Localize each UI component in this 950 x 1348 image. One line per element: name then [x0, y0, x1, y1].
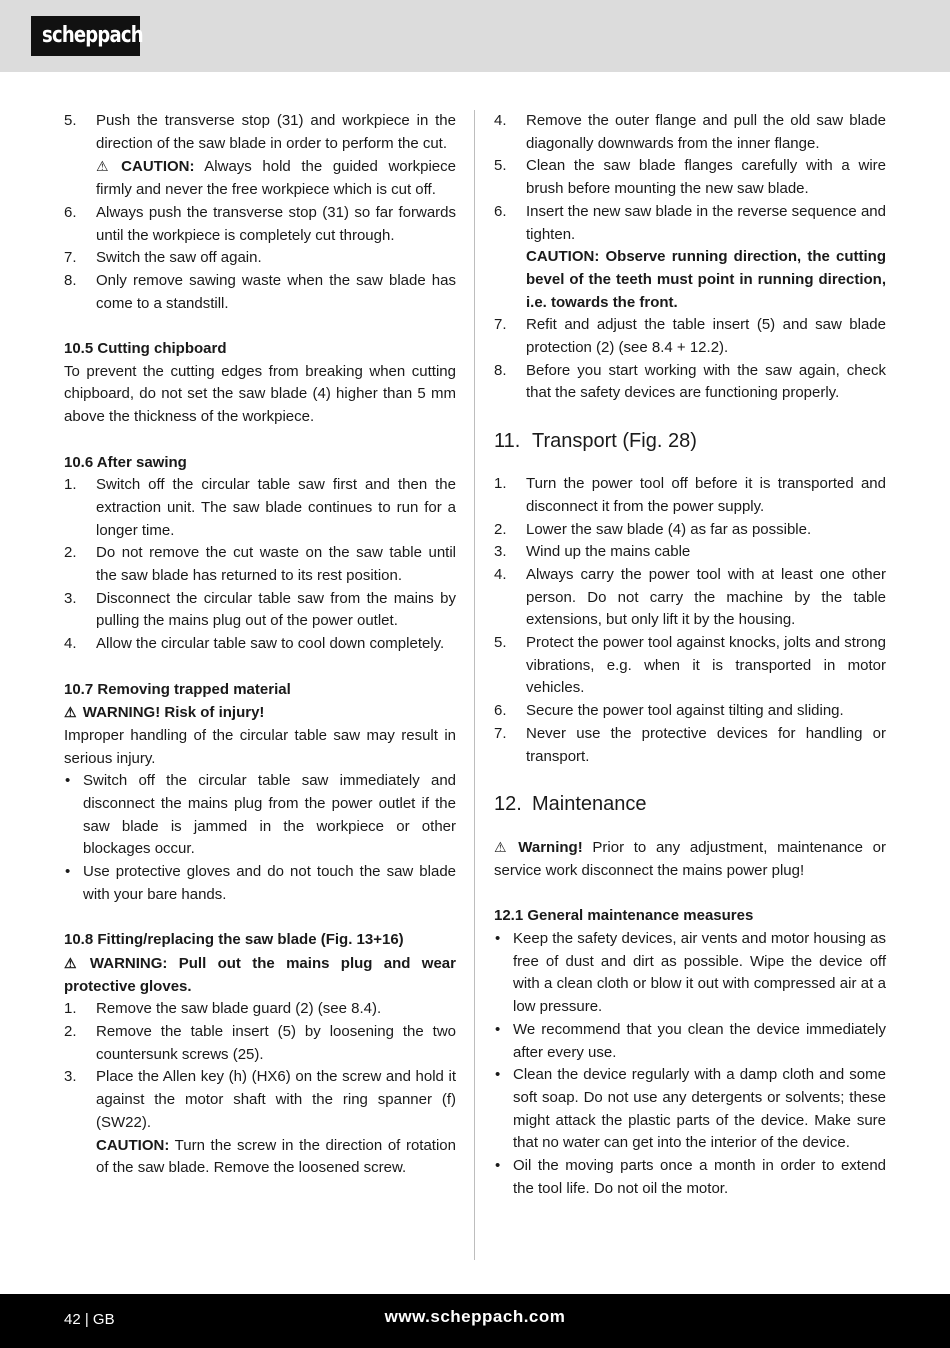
transport-list	[494, 473, 886, 768]
list-item: 1. Remove the saw blade guard (2) (see 8.4).	[64, 1000, 382, 1018]
list-item: • Switch off the circular table saw immediately and disconnect the mains plug from the power outlet if the saw blade is jammed in the workpiece or other blockages occur.	[65, 772, 456, 858]
warning-triangle-icon: ⚠	[494, 839, 507, 856]
list-item: 6. Secure the power tool against tilting and sliding.	[494, 702, 844, 720]
column-divider	[474, 110, 475, 1260]
chapter-heading-transport: 11. Transport (Fig. 28)	[494, 430, 697, 453]
section-title: 10.6 After sawing	[64, 453, 187, 471]
after-sawing-list	[64, 474, 456, 656]
section-title: 12.1 General maintenance measures	[494, 907, 754, 925]
website-url: www.scheppach.com	[384, 1307, 566, 1326]
section-title: 10.7 Removing trapped material	[64, 680, 291, 698]
list-item: 7. Switch the saw off again.	[64, 249, 262, 267]
list-item: 2. Lower the saw blade (4) as far as possible.	[494, 520, 812, 538]
paragraph: Improper handling of the circular table saw may result in serious injury.	[64, 726, 456, 767]
paragraph: To prevent the cutting edges from breaking when cutting chipboard, do not set the saw blade (4) higher than 5 mm above the thickness of the workpiece.	[64, 362, 456, 426]
warning-triangle-icon: ⚠	[64, 704, 77, 721]
trapped-material-bullets	[64, 770, 456, 906]
list-item: • Keep the safety devices, air vents and motor housing as free of dust and dirt as possible. Wipe the device off with a clean cloth or blow it out with compressed air at a low pressure.	[495, 930, 886, 1016]
saw-blade-steps-cont-list	[494, 110, 886, 405]
list-item: 6. Always push the transverse stop (31) so far forwards until the workpiece is completely cut through.	[64, 203, 456, 244]
list-item: 1. Switch off the circular table saw first and then the extraction unit. The saw blade continues to run for a longer time.	[64, 476, 456, 539]
list-item: 5. Protect the power tool against knocks, jolts and strong vibrations, e.g. when it is transported in motor vehicles.	[494, 634, 886, 697]
maintenance-bullets	[494, 928, 886, 1200]
list-item: 3. Disconnect the circular table saw from the mains by pulling the mains plug out of the power outlet.	[64, 589, 456, 630]
list-item: • Use protective gloves and do not touch the saw blade with your bare hands.	[65, 863, 456, 903]
right-column	[494, 110, 886, 1201]
list-item: 4. Always carry the power tool with at least one other person. Do not carry the machine by the table extensions, but only lift it by the housing.	[494, 565, 886, 629]
list-item: 7. Refit and adjust the table insert (5) and saw blade protection (2) (see 8.4 + 12.2).	[494, 316, 886, 357]
cutting-steps-list	[64, 110, 456, 315]
list-item: • Oil the moving parts once a month in order to extend the tool life. Do not oil the motor.	[495, 1157, 886, 1197]
maintenance-warning: ⚠ Warning! Prior to any adjustment, maintenance or service work disconnect the mains power plug!	[494, 836, 886, 882]
list-item: 2. Do not remove the cut waste on the saw table until the saw blade has returned to its rest position.	[64, 544, 456, 585]
saw-blade-steps-list	[64, 998, 456, 1180]
list-item: 3. Wind up the mains cable	[494, 543, 691, 561]
chapter-heading-maintenance: 12. Maintenance	[494, 793, 647, 816]
list-item: 2. Remove the table insert (5) by loosening the two countersunk screws (25).	[64, 1023, 456, 1063]
list-item: 7. Never use the protective devices for handling or transport.	[494, 724, 886, 765]
section-title: 10.8 Fitting/replacing the saw blade (Fig. 13+16)	[64, 931, 404, 949]
list-item: • We recommend that you clean the device immediately after every use.	[495, 1020, 886, 1061]
page-footer	[0, 1294, 950, 1348]
page-number: 42 | GB	[64, 1311, 115, 1328]
list-item: 5. Push the transverse stop (31) and workpiece in the direction of the saw blade in order to perform the cut. ⚠ CAUTION: Always hold the guided workpiece firmly and never the free workpiece which is cut off.	[64, 112, 456, 199]
list-item: 8. Before you start working with the saw again, check that the safety devices are functioning properly.	[494, 361, 886, 402]
warning-line: ⚠ WARNING: Pull out the mains plug and wear protective gloves.	[64, 952, 456, 998]
warning-triangle-icon: ⚠	[96, 158, 109, 175]
list-item: 4. Remove the outer flange and pull the old saw blade diagonally downwards from the inner flange.	[494, 112, 886, 152]
section-title: 10.5 Cutting chipboard	[64, 340, 227, 358]
list-item: 4. Allow the circular table saw to cool down completely.	[64, 635, 445, 653]
left-column	[64, 110, 456, 1180]
warning-triangle-icon: ⚠	[64, 954, 77, 971]
list-item: 1. Turn the power tool off before it is transported and disconnect it from the power supply.	[494, 475, 886, 515]
list-item: 3. Place the Allen key (h) (HX6) on the screw and hold it against the motor shaft with the ring spanner (f) (SW22). CAUTION: Turn the screw in the direction of rotation of the saw blade. Remove the loosened screw.	[64, 1068, 456, 1177]
warning-line: ⚠ WARNING! Risk of injury!	[64, 701, 456, 725]
list-item: 8. Only remove sawing waste when the saw blade has come to a standstill.	[64, 271, 456, 312]
page-header	[0, 0, 950, 72]
list-item: • Clean the device regularly with a damp cloth and some soft soap. Do not use any detergents or solvents; these might attack the plastic parts of the device. Make sure that no water can get into the interior of the device.	[495, 1066, 886, 1152]
list-item: 5. Clean the saw blade flanges carefully with a wire brush before mounting the new saw blade.	[494, 157, 886, 198]
list-item: 6. Insert the new saw blade in the reverse sequence and tighten. CAUTION: Observe running direction, the cutting bevel of the teeth must point in running direction, i.e. towards the front.	[494, 202, 886, 311]
scheppach-logo: scheppach	[31, 16, 140, 56]
